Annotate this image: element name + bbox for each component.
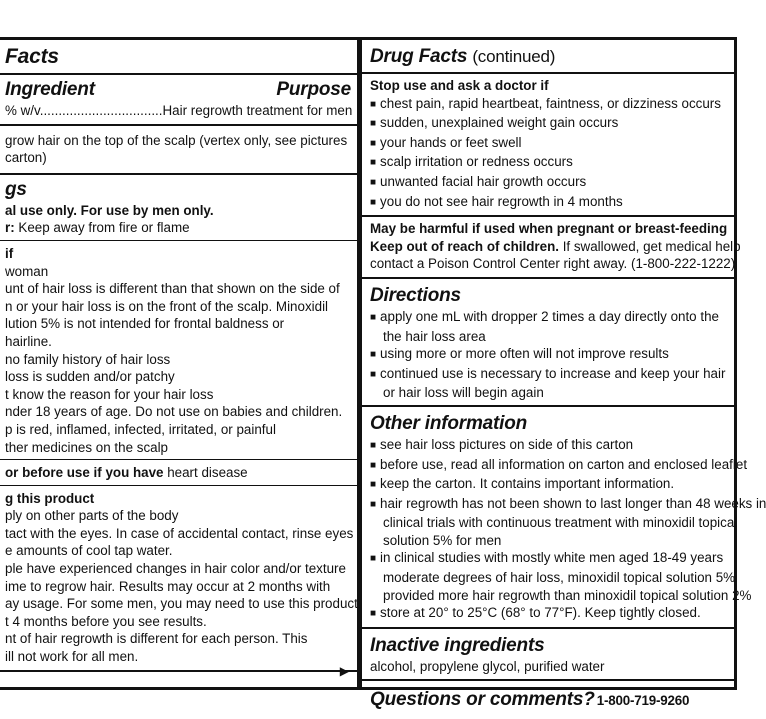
keep-out-of-reach: Keep out of reach of children. If swallowed, get medical help bbox=[370, 238, 741, 254]
other-info-item-cont: provided more hair regrowth than minoxidil topical solution 2% bbox=[383, 587, 752, 603]
panel-title: Drug Facts (continued) bbox=[370, 46, 556, 67]
panel-title: Facts bbox=[5, 45, 59, 68]
active-ingredient-row: % w/v.................................Hair regrowth treatment for men bbox=[5, 103, 353, 118]
active-ingredient-section bbox=[0, 75, 357, 126]
other-info-item-cont: clinical trials with continuous treatment with minoxidil topical bbox=[383, 515, 738, 531]
use-line: carton) bbox=[5, 150, 47, 166]
do-not-use-line: nder 18 years of age. Do not use on babies and children. bbox=[5, 404, 343, 420]
inactive-ingredients-heading: Inactive ingredients bbox=[370, 634, 545, 656]
do-not-use-line: unt of hair loss is different than that shown on the side of bbox=[5, 281, 340, 297]
warning-line: r: Keep away from fire or flame bbox=[5, 220, 190, 236]
other-info-item-cont: solution 5% for men bbox=[383, 532, 502, 548]
when-using-line: e amounts of cool tap water. bbox=[5, 543, 173, 559]
use-line: grow hair on the top of the scalp (vertex only, see pictures bbox=[5, 132, 348, 148]
directions-section bbox=[362, 279, 734, 407]
inactive-ingredients-list: alcohol, propylene glycol, purified water bbox=[370, 658, 605, 674]
stop-use-item: ■ your hands or feet swell bbox=[370, 134, 728, 154]
title-section bbox=[362, 40, 734, 74]
stop-use-item: ■ scalp irritation or redness occurs bbox=[370, 153, 728, 173]
other-info-item: ■ see hair loss pictures on side of this carton bbox=[370, 436, 728, 456]
other-info-item: ■ hair regrowth has not been shown to last longer than 48 weeks in bbox=[370, 495, 728, 515]
directions-item: ■ apply one mL with dropper 2 times a day directly onto the bbox=[370, 308, 728, 328]
when-using-line: t 4 months before you see results. bbox=[5, 613, 207, 629]
directions-item: ■ continued use is necessary to increase and keep your hair bbox=[370, 365, 728, 385]
stop-use-item: ■ you do not see hair regrowth in 4 months bbox=[370, 193, 728, 213]
stop-use-item: ■ unwanted facial hair growth occurs bbox=[370, 173, 728, 193]
when-using-line: nt of hair regrowth is different for each person. This bbox=[5, 631, 308, 647]
when-using-heading: g this product bbox=[5, 490, 95, 506]
other-information-heading: Other information bbox=[370, 412, 528, 434]
when-using-line: ime to regrow hair. Results may occur at 2 months with bbox=[5, 578, 331, 594]
when-using-line: tact with the eyes. In case of accidental contact, rinse eyes bbox=[5, 525, 354, 541]
when-using-line: ply on other parts of the body bbox=[5, 508, 179, 524]
do-not-use-line: lution 5% is not intended for frontal baldness or bbox=[5, 316, 285, 332]
warnings-heading: gs bbox=[5, 178, 27, 200]
do-not-use-line: woman bbox=[5, 263, 49, 279]
when-using-line: ay usage. For some men, you may need to use this product bbox=[5, 596, 358, 612]
do-not-use-line: n or your hair loss is on the front of the scalp. Minoxidil bbox=[5, 298, 329, 314]
active-ingredient-heading: Ingredient bbox=[5, 79, 95, 100]
do-not-use-line: no family history of hair loss bbox=[5, 351, 171, 367]
stop-use-heading: Stop use and ask a doctor if bbox=[370, 78, 549, 93]
drug-facts-left-panel bbox=[0, 37, 360, 690]
questions-phone: 1-800-719-9260 bbox=[596, 693, 690, 709]
inactive-ingredients-section bbox=[362, 629, 734, 682]
pregnancy-warning: May be harmful if used when pregnant or breast-feeding bbox=[370, 221, 728, 237]
continue-arrow-icon: ▶ bbox=[339, 664, 349, 678]
other-info-item: ■ in clinical studies with mostly white men aged 18-49 years bbox=[370, 549, 728, 569]
use-section bbox=[0, 126, 357, 175]
questions-line: Questions or comments? 1-800-719-9260 bbox=[370, 689, 690, 711]
other-info-item: ■ before use, read all information on carton and enclosed leaflet bbox=[370, 456, 728, 476]
when-using-line: ple have experienced changes in hair color and/or texture bbox=[5, 561, 346, 577]
pregnancy-section bbox=[362, 217, 741, 279]
stop-use-section bbox=[362, 74, 734, 217]
warning-line: al use only. For use by men only. bbox=[5, 202, 214, 218]
do-not-use-line: hairline. bbox=[5, 333, 52, 349]
questions-section bbox=[362, 681, 734, 717]
do-not-use-line: ther medicines on the scalp bbox=[5, 439, 169, 455]
drug-facts-right-panel bbox=[359, 37, 766, 711]
when-using-line: ill not work for all men. bbox=[5, 649, 139, 665]
do-not-use-line: p is red, inflamed, infected, irritated, or painful bbox=[5, 421, 276, 437]
directions-item: ■ using more or more often will not improve results bbox=[370, 345, 728, 365]
other-information-section bbox=[362, 407, 766, 629]
do-not-use-heading: if bbox=[5, 245, 14, 261]
directions-item-cont: or hair loss will begin again bbox=[383, 385, 544, 401]
do-not-use-line: loss is sudden and/or patchy bbox=[5, 369, 175, 385]
stop-use-item: ■ sudden, unexplained weight gain occurs bbox=[370, 114, 728, 134]
poison-control-line: contact a Poison Control Center right away. (1-800-222-1222) bbox=[370, 256, 736, 272]
purpose-heading: Purpose bbox=[276, 79, 351, 100]
other-info-item: ■ store at 20° to 25°C (68° to 77°F). Keep tightly closed. bbox=[370, 604, 728, 624]
directions-item-cont: the hair loss area bbox=[383, 328, 486, 344]
other-info-item: ■ keep the carton. It contains important information. bbox=[370, 475, 728, 495]
do-not-use-line: t know the reason for your hair loss bbox=[5, 386, 214, 402]
stop-use-item: ■ chest pain, rapid heartbeat, faintness, or dizziness occurs bbox=[370, 95, 728, 115]
ask-doctor-line: or before use if you have heart disease bbox=[5, 465, 248, 481]
warnings-section bbox=[0, 175, 357, 672]
other-info-item-cont: moderate degrees of hair loss, minoxidil topical solution 5% bbox=[383, 570, 736, 586]
directions-heading: Directions bbox=[370, 284, 461, 306]
title-section bbox=[0, 40, 357, 75]
